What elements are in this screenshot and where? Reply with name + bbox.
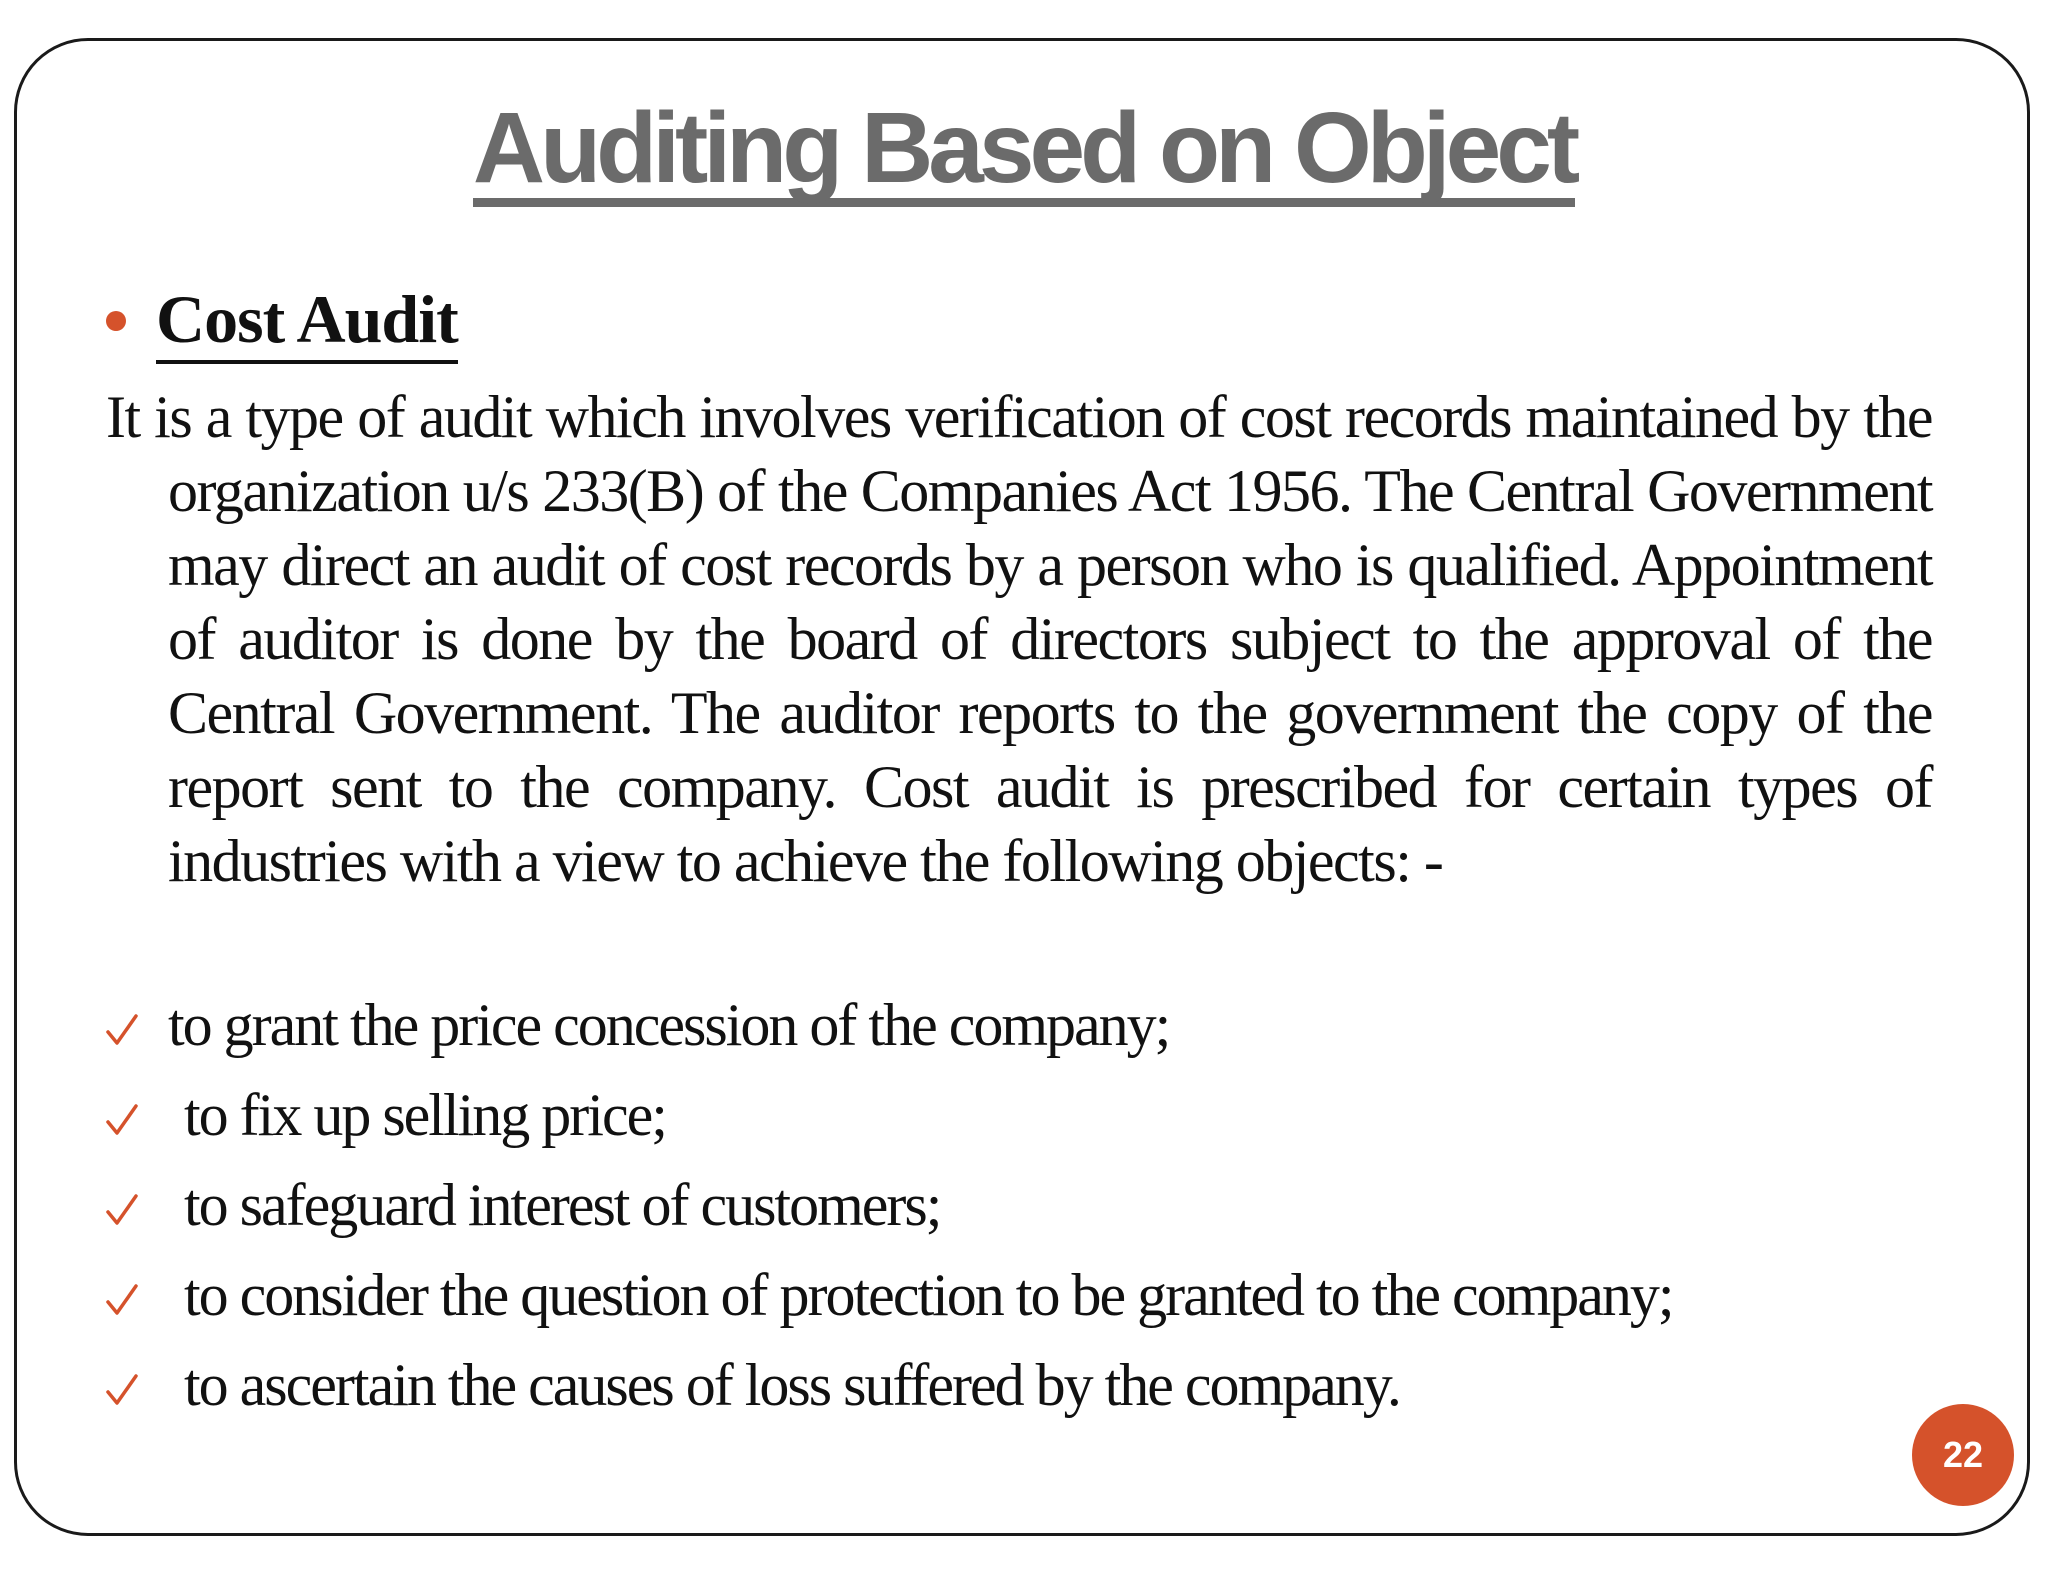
check-icon	[102, 1370, 142, 1410]
list-item-label: to grant the price concession of the company;	[168, 991, 1170, 1058]
check-icon	[102, 1010, 142, 1050]
body-paragraph: It is a type of audit which involves verification of cost records maintained by the organization u/s 233(B) of the Companies Act 1956. The Central Government may direct an audit of cost records by a person who is qualified. Appointment of auditor is done by the board of directors subject to the approval of the Central Government. The auditor reports to the government the copy of the report sent to the company. Cost audit is prescribed for certain types of industries with a view to achieve the following objects: -	[106, 384, 1932, 894]
list-item	[102, 1070, 1942, 1160]
list-item	[102, 1250, 1942, 1340]
list-item	[102, 1160, 1942, 1250]
check-icon	[102, 1190, 142, 1230]
slide-title-text: Auditing Based on Object	[473, 98, 1575, 207]
list-item	[102, 1340, 1942, 1430]
bullet-dot-icon	[106, 311, 126, 331]
check-icon	[102, 1280, 142, 1320]
list-item-label: to safeguard interest of customers;	[184, 1171, 941, 1238]
page-number-badge: 22	[1912, 1404, 2014, 1506]
list-item	[102, 980, 1942, 1070]
check-icon	[102, 1100, 142, 1140]
list-item-label: to ascertain the causes of loss suffered by the company.	[184, 1351, 1400, 1418]
slide-title	[0, 88, 2048, 208]
list-item-label: to fix up selling price;	[184, 1081, 666, 1148]
list-item-label: to consider the question of protection to be granted to the company;	[184, 1261, 1673, 1328]
section-heading: Cost Audit	[156, 278, 458, 364]
section-heading-row	[106, 278, 458, 364]
objects-list	[102, 980, 1942, 1430]
